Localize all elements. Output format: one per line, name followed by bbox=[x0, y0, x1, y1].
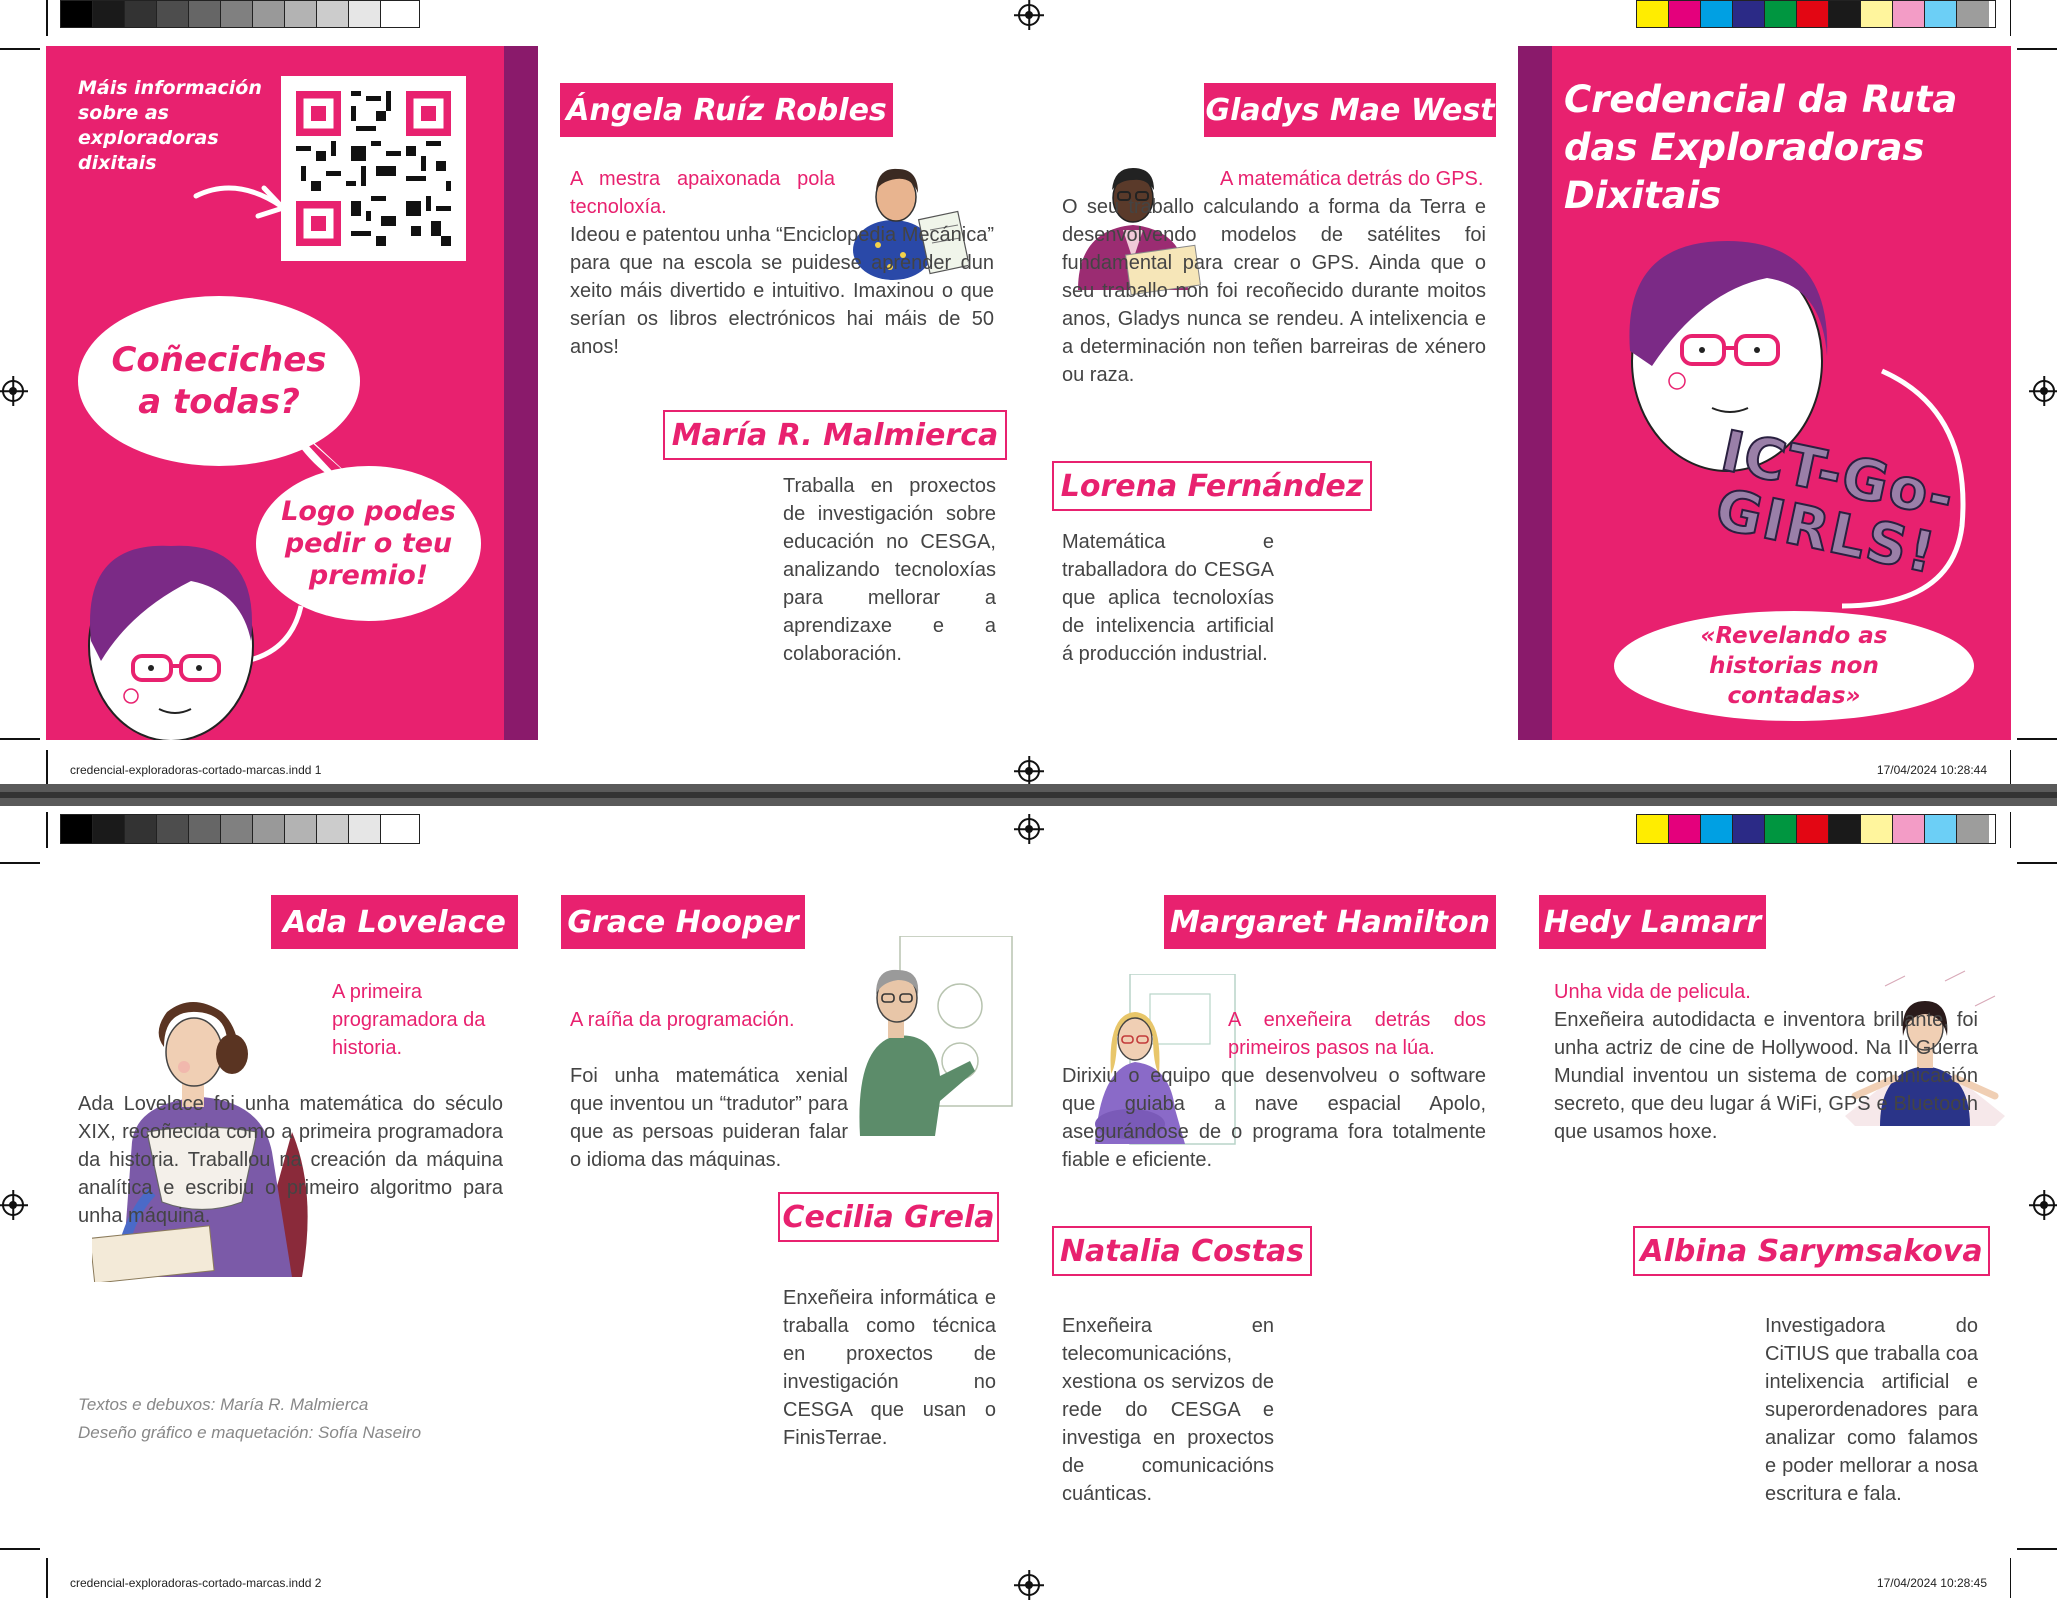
registration-mark bbox=[2033, 380, 2055, 402]
profile-text: Investigadora do CiTIUS que traballa coa intelixencia artificial e superordenadores para analizar como falamos e poder mellorar a nosa escritura e fala. bbox=[1765, 1315, 1978, 1505]
profile-name: Gladys Mae West bbox=[1204, 83, 1496, 137]
panel-spine bbox=[504, 46, 538, 740]
profile-name: Albina Sarymsakova bbox=[1633, 1226, 1990, 1276]
profile-name: Natalia Costas bbox=[1052, 1226, 1312, 1276]
speech-bubble: Logo podes pedir o teu premio! bbox=[256, 466, 481, 621]
ict-go-girls-logo: ICT-Go-GIRLS! bbox=[1710, 418, 1961, 587]
profile-text: O seu traballo calculando a forma da Terra e desenvolvendo modelos de satélites foi fundamental para crear o GPS. Ainda que o seu traballo non foi recoñecido durante moitos anos, Gladys nunca se rendeu. A intelixencia e a determinación non teñen barreiras de xénero ou raza. bbox=[1062, 196, 1486, 386]
print-date: 17/04/2024 10:28:44 bbox=[1876, 763, 1987, 777]
profile-name: Ángela Ruíz Robles bbox=[560, 83, 893, 137]
profile-tagline: A primeira programadora da historia. bbox=[332, 981, 486, 1059]
profile-text: Matemática e traballadora do CESGA que aplica tecnoloxías de intelixencia artificial á producción industrial. bbox=[1062, 531, 1274, 665]
profile-body bbox=[1062, 1006, 1486, 1174]
profile-name: Ada Lovelace bbox=[271, 895, 518, 949]
grayscale-bar bbox=[60, 0, 420, 28]
print-sheet-1 bbox=[0, 0, 2057, 795]
cover-panel bbox=[1552, 46, 2011, 740]
print-slug: credencial-exploradoras-cortado-marcas.indd 2 bbox=[70, 1576, 322, 1590]
profile-text: Traballa en proxectos de investigación sobre educación no CESGA, analizando tecnoloxías para mellorar a aprendizaxe e a colaboración. bbox=[783, 475, 996, 665]
profile-text: Ada Lovelace foi unha matemática do século XIX, recoñecida como a primeira programadora da historia. Traballou na creación da máquina analítica e escribiu o primeiro algoritmo para unha máquina. bbox=[78, 1093, 503, 1227]
sheet-divider bbox=[0, 784, 2057, 806]
registration-mark bbox=[2033, 1194, 2055, 1216]
grace-hopper-illustration bbox=[840, 936, 1015, 1136]
profile-text: Enxeñeira autodidacta e inventora brillante, foi unha actriz de cine de Hollywood. Na II Guerra Mundial inventou un sistema de comunicación secreto, que deu lugar á WiFi, GPS e Bluetooth que usamos hoxe. bbox=[1554, 1009, 1978, 1143]
registration-mark bbox=[1018, 818, 1040, 840]
profile-body bbox=[570, 165, 994, 361]
color-bar bbox=[1636, 0, 1996, 28]
profile-tagline: A mestra apaixonada pola tecnoloxía. bbox=[570, 168, 835, 218]
cover-title: Credencial da Ruta das Exploradoras Dixitais bbox=[1564, 78, 1958, 217]
print-sheet-2 bbox=[0, 806, 2057, 1601]
registration-mark bbox=[2, 1194, 24, 1216]
credit-design: Deseño gráfico e maquetación: Sofía Naseiro bbox=[78, 1423, 422, 1442]
profile-name: Hedy Lamarr bbox=[1539, 895, 1766, 949]
profile-name: Lorena Fernández bbox=[1052, 461, 1372, 511]
grayscale-bar bbox=[60, 814, 420, 844]
registration-mark bbox=[1018, 760, 1040, 782]
print-date: 17/04/2024 10:28:45 bbox=[1876, 1576, 1987, 1590]
profile-text: Ideou e patentou unha “Enciclopedia Mecánica” para que na escola se puidese aprender dun xeito máis divertido e intuitivo. Imaxinou o que serían os libros electrónicos hai máis de 50 anos! bbox=[570, 224, 994, 358]
info-panel bbox=[46, 46, 504, 740]
credits bbox=[78, 1391, 498, 1447]
print-slug: credencial-exploradoras-cortado-marcas.indd 1 bbox=[70, 763, 322, 777]
profile-tagline: A matemática detrás do GPS. bbox=[1220, 168, 1484, 190]
profile-name: Margaret Hamilton bbox=[1164, 895, 1496, 949]
profile-body bbox=[1062, 165, 1486, 389]
qr-label: Máis información sobre as exploradoras dixitais bbox=[78, 77, 262, 174]
profile-tagline: Unha vida de pelicula. bbox=[1554, 981, 1751, 1003]
profile-text: Enxeñeira en telecomunicacións, xestiona os servizos de rede do CESGA e investiga en proxectos de comunicacións cuánticas. bbox=[1062, 1315, 1274, 1505]
profile-body bbox=[1554, 978, 1978, 1146]
cover-tagline: «Revelando as historias non contadas» bbox=[1614, 611, 1974, 721]
panel-spine bbox=[1518, 46, 1552, 740]
profile-tagline: A enxeñeira detrás dos primeiros pasos na lúa. bbox=[1228, 1009, 1486, 1059]
profile-body bbox=[78, 978, 503, 1230]
profile-tagline: A raíña da programación. bbox=[570, 1009, 795, 1031]
profile-text: Dirixiu o equipo que desenvolveu o software que guiaba a nave espacial Apolo, asegurándose de o programa fora totalmente fiable e eficiente. bbox=[1062, 1065, 1486, 1171]
registration-mark bbox=[1018, 1574, 1040, 1596]
registration-mark bbox=[2, 380, 24, 402]
profile-name: María R. Malmierca bbox=[663, 410, 1007, 460]
profile-name: Cecilia Grela bbox=[778, 1192, 999, 1242]
credit-texts: Textos e debuxos: María R. Malmierca bbox=[78, 1395, 369, 1414]
profile-text: Foi unha matemática xenial que inventou un “tradutor” para que as persoas puideran falar o idioma das máquinas. bbox=[570, 1065, 848, 1171]
profile-body bbox=[570, 1006, 848, 1174]
girl-face-illustration bbox=[71, 521, 281, 740]
profile-text: Enxeñeira informática e traballa como técnica en proxectos de investigación no CESGA que usan o FinisTerrae. bbox=[783, 1287, 996, 1449]
profile-name: Grace Hooper bbox=[561, 895, 805, 949]
registration-mark bbox=[1018, 4, 1040, 26]
color-bar bbox=[1636, 814, 1996, 844]
speech-bubble: Coñeciches a todas? bbox=[78, 296, 360, 466]
